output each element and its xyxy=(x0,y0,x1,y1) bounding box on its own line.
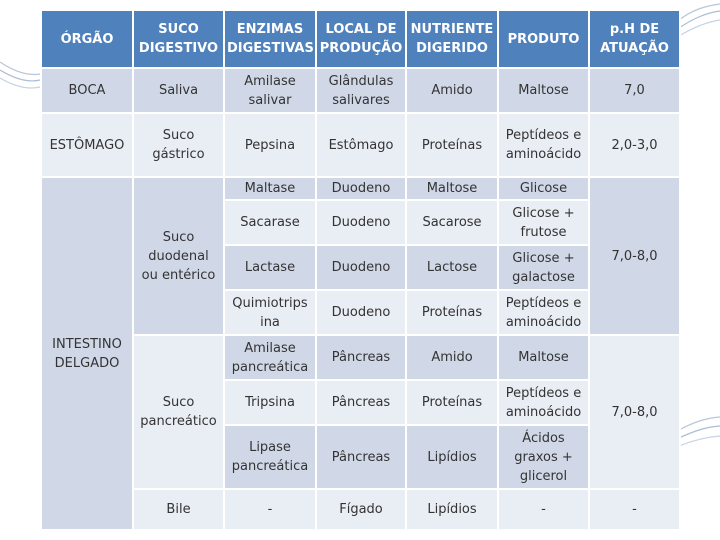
cell-orgao-estomago: ESTÔMAGO xyxy=(41,113,133,177)
cell-enzima-amilase-pancreatica: Amilase pancreática xyxy=(224,335,316,380)
cell-enzima-quimiotripsina: Quimiotrips ina xyxy=(224,290,316,335)
cell-suco-duodenal: Suco duodenal ou entérico xyxy=(133,177,224,335)
cell-local-bile: Fígado xyxy=(316,489,406,530)
row-amilase-pancreatica xyxy=(41,335,680,380)
cell-nutriente-bile: Lipídios xyxy=(406,489,498,530)
cell-ph-boca: 7,0 xyxy=(589,68,680,113)
cell-produto-estomago: Peptídeos e aminoácido xyxy=(498,113,589,177)
header-ph: p.H DE ATUAÇÃO xyxy=(589,10,680,68)
cell-enzima-boca: Amilase salivar xyxy=(224,68,316,113)
cell-orgao-boca: BOCA xyxy=(41,68,133,113)
cell-nutriente-maltase: Maltose xyxy=(406,177,498,200)
cell-produto-tripsina: Peptídeos e aminoácido xyxy=(498,380,589,425)
header-enzimas: ENZIMAS DIGESTIVAS xyxy=(224,10,316,68)
cell-nutriente-lactase: Lactose xyxy=(406,245,498,290)
cell-produto-boca: Maltose xyxy=(498,68,589,113)
header-local: LOCAL DE PRODUÇÃO xyxy=(316,10,406,68)
cell-nutriente-boca: Amido xyxy=(406,68,498,113)
cell-local-lipase-pancreatica: Pâncreas xyxy=(316,425,406,489)
row-bile xyxy=(41,489,680,530)
cell-enzima-tripsina: Tripsina xyxy=(224,380,316,425)
cell-local-maltase: Duodeno xyxy=(316,177,406,200)
header-nutriente: NUTRIENTE DIGERIDO xyxy=(406,10,498,68)
cell-enzima-lactase: Lactase xyxy=(224,245,316,290)
cell-suco-estomago: Suco gástrico xyxy=(133,113,224,177)
header-suco: SUCO DIGESTIVO xyxy=(133,10,224,68)
header-produto: PRODUTO xyxy=(498,10,589,68)
cell-suco-bile: Bile xyxy=(133,489,224,530)
cell-local-estomago: Estômago xyxy=(316,113,406,177)
cell-orgao-intestino: INTESTINO DELGADO xyxy=(41,177,133,530)
cell-local-boca: Glândulas salivares xyxy=(316,68,406,113)
cell-nutriente-amilase-pancreatica: Amido xyxy=(406,335,498,380)
cell-produto-sacarase: Glicose + frutose xyxy=(498,200,589,245)
header-row xyxy=(41,10,680,68)
cell-local-lactase: Duodeno xyxy=(316,245,406,290)
cell-nutriente-tripsina: Proteínas xyxy=(406,380,498,425)
cell-nutriente-sacarase: Sacarose xyxy=(406,200,498,245)
cell-ph-bile: - xyxy=(589,489,680,530)
cell-enzima-maltase: Maltase xyxy=(224,177,316,200)
cell-suco-boca: Saliva xyxy=(133,68,224,113)
cell-produto-maltase: Glicose xyxy=(498,177,589,200)
cell-local-tripsina: Pâncreas xyxy=(316,380,406,425)
row-boca xyxy=(41,68,680,113)
cell-produto-quimiotripsina: Peptídeos e aminoácido xyxy=(498,290,589,335)
cell-enzima-bile: - xyxy=(224,489,316,530)
cell-local-quimiotripsina: Duodeno xyxy=(316,290,406,335)
cell-local-sacarase: Duodeno xyxy=(316,200,406,245)
cell-ph-estomago: 2,0-3,0 xyxy=(589,113,680,177)
cell-nutriente-quimiotripsina: Proteínas xyxy=(406,290,498,335)
cell-produto-bile: - xyxy=(498,489,589,530)
cell-enzima-sacarase: Sacarase xyxy=(224,200,316,245)
cell-enzima-estomago: Pepsina xyxy=(224,113,316,177)
cell-produto-lactase: Glicose + galactose xyxy=(498,245,589,290)
cell-suco-pancreatico: Suco pancreático xyxy=(133,335,224,489)
cell-produto-lipase-pancreatica: Ácidos graxos + glicerol xyxy=(498,425,589,489)
header-orgao: ÓRGÃO xyxy=(41,10,133,68)
cell-produto-amilase-pancreatica: Maltose xyxy=(498,335,589,380)
row-maltase xyxy=(41,177,680,200)
cell-ph-pancreatico: 7,0-8,0 xyxy=(589,335,680,489)
cell-nutriente-estomago: Proteínas xyxy=(406,113,498,177)
cell-enzima-lipase-pancreatica: Lipase pancreática xyxy=(224,425,316,489)
cell-ph-duodenal: 7,0-8,0 xyxy=(589,177,680,335)
cell-local-amilase-pancreatica: Pâncreas xyxy=(316,335,406,380)
digestion-table xyxy=(40,9,681,531)
row-estomago xyxy=(41,113,680,177)
cell-nutriente-lipase-pancreatica: Lipídios xyxy=(406,425,498,489)
